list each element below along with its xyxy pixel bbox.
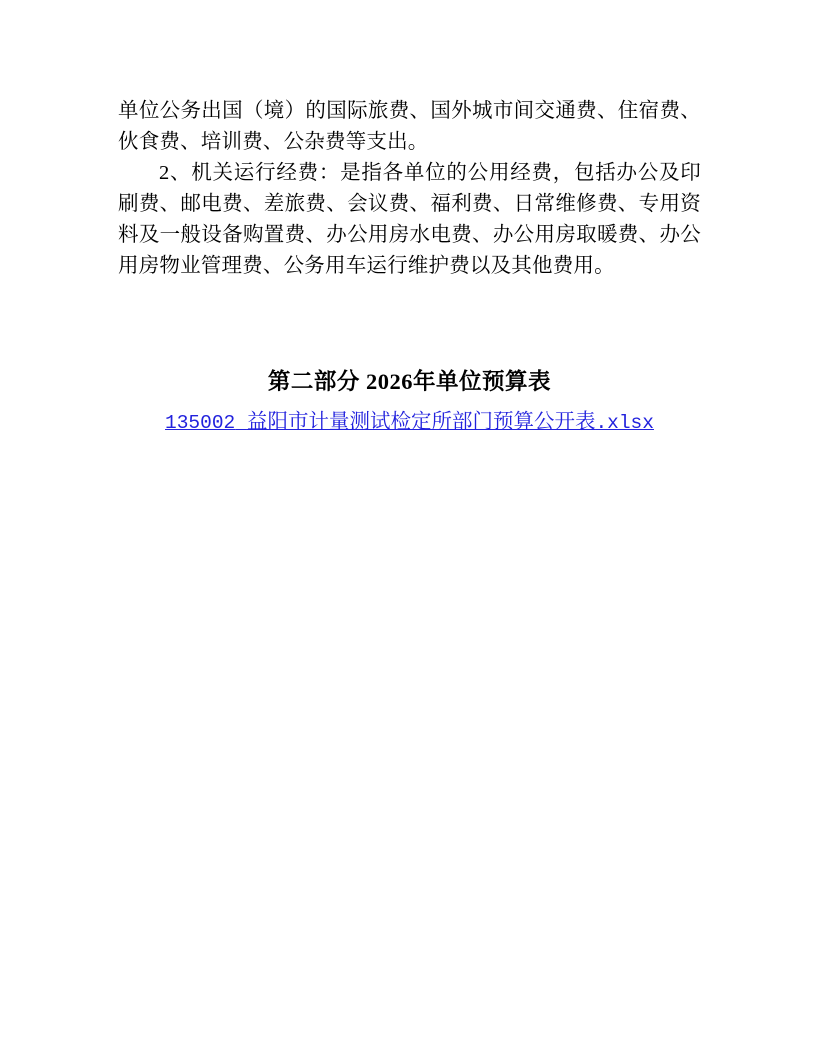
section-spacer — [118, 282, 701, 366]
attachment-separator — [235, 412, 247, 434]
attachment-extension: .xlsx — [595, 412, 654, 434]
attachment-row — [118, 407, 701, 439]
paragraph-operating-expenses: 2、机关运行经费：是指各单位的公用经费，包括办公及印刷费、邮电费、差旅费、会议费、福利费、日常维修费、专用资料及一般设备购置费、办公用房水电费、办公用房取暖费、办公用房物业管理费、公务用车运行维护费以及其他费用。 — [118, 162, 701, 277]
attachment-link[interactable] — [165, 412, 654, 434]
attachment-name: 益阳市计量测试检定所部门预算公开表 — [246, 411, 596, 433]
attachment-number: 135002 — [165, 412, 236, 434]
section-heading-part-two: 第二部分 2026年单位预算表 — [267, 369, 552, 394]
paragraph-overseas-travel: 单位公务出国（境）的国际旅费、国外城市间交通费、住宿费、伙食费、培训费、公杂费等支出。 — [118, 100, 701, 153]
